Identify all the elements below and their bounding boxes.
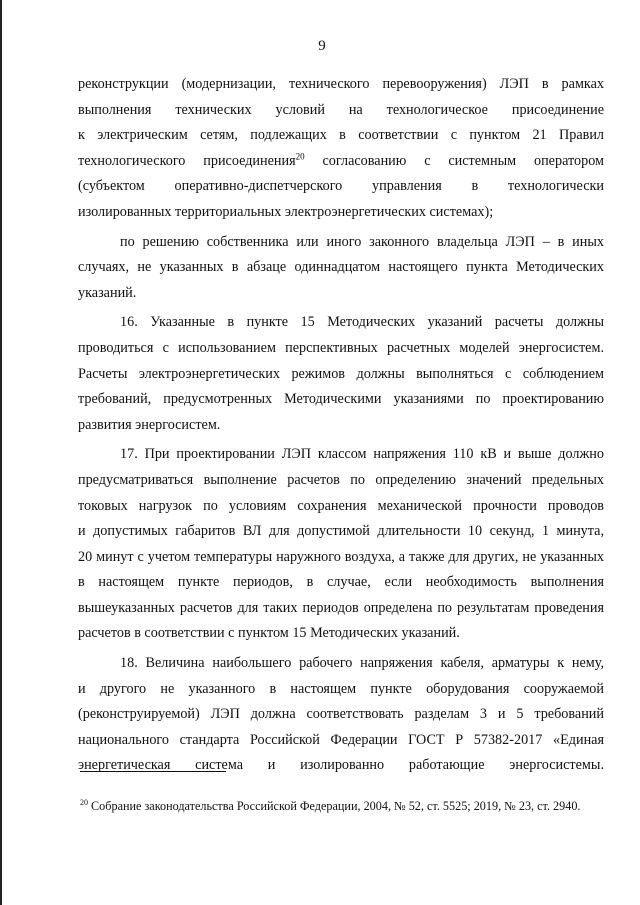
text-line: вышеуказанных расчетов для таких периодов определена по результатам проведения bbox=[78, 599, 604, 616]
paragraph-18 bbox=[78, 651, 604, 779]
text-line-with-footnote bbox=[78, 149, 604, 175]
text-fragment: технологического присоединения bbox=[78, 152, 296, 169]
text-line: указаний. bbox=[78, 284, 137, 301]
text-line: национального стандарта Российской Федерации ГОСТ Р 57382-2017 «Единая bbox=[78, 731, 604, 748]
text-line: случаях, не указанных в абзаце одиннадцатом настоящего пункта Методических bbox=[78, 259, 604, 276]
text-line: (реконструируемой) ЛЭП должна соответствовать разделам 3 и 5 требований bbox=[78, 706, 604, 723]
text-line: предусматриваться выполнение расчетов по определению значений предельных bbox=[78, 471, 604, 488]
text-fragment: согласованию с системным оператором bbox=[322, 152, 605, 169]
paragraph-continuation bbox=[78, 72, 604, 226]
text-line: и другого не указанного в настоящем пункте оборудования сооружаемой bbox=[78, 680, 604, 697]
footnote-number: 20 bbox=[80, 797, 88, 807]
text-line: 16. Указанные в пункте 15 Методических указаний расчеты должны bbox=[120, 314, 604, 331]
footnote-text: Собрание законодательства Российской Федерации, 2004, № 52, ст. 5525; 2019, № 23, ст. 2940. bbox=[91, 799, 581, 813]
paragraph-owner-decision bbox=[78, 230, 604, 307]
text-line: токовых нагрузок по условиям сохранения механической прочности проводов bbox=[78, 497, 604, 514]
footnote bbox=[80, 798, 610, 814]
footnote-reference: 20 bbox=[295, 151, 305, 162]
text-line: изолированных территориальных электроэнергетических системах); bbox=[78, 203, 494, 220]
text-line: 17. При проектировании ЛЭП классом напряжения 110 кВ и выше должно bbox=[120, 446, 604, 463]
paragraph-16 bbox=[78, 310, 604, 438]
paragraph-17 bbox=[78, 442, 604, 647]
text-line: Расчеты электроэнергетических режимов должны выполняться с соблюдением bbox=[78, 365, 604, 382]
text-line: реконструкции (модернизации, технического перевооружения) ЛЭП в рамках bbox=[78, 76, 604, 92]
text-line: энергетическая система и изолированно работающие энергосистемы. bbox=[78, 757, 604, 774]
text-line: по решению собственника или иного законного владельца ЛЭП – в иных bbox=[120, 233, 604, 250]
text-line: развития энергосистем. bbox=[78, 416, 221, 433]
text-line: (субъектом оперативно-диспетчерского управления в технологически bbox=[78, 178, 604, 195]
text-line: требований, предусмотренных Методическими указаниями по проектированию bbox=[78, 391, 604, 408]
text-line: 18. Величина наибольшего рабочего напряжения кабеля, арматуры к нему, bbox=[120, 655, 604, 672]
text-line: и допустимых габаритов ВЛ для допустимой длительности 10 секунд, 1 минута, bbox=[78, 523, 604, 540]
footnote-separator bbox=[80, 771, 226, 772]
page-number: 9 bbox=[318, 38, 326, 54]
document-body bbox=[78, 72, 604, 779]
text-line: в настоящем пункте периодов, в случае, если необходимость выполнения bbox=[78, 574, 604, 591]
text-line: 20 минут с учетом температуры наружного воздуха, а также для других, не указанных bbox=[78, 548, 604, 565]
text-line: к электрическим сетям, подлежащих в соответствии с пунктом 21 Правил bbox=[78, 127, 604, 144]
text-line: проводиться с использованием перспективных расчетных моделей энергосистем. bbox=[78, 339, 604, 356]
text-line: выполнения технических условий на технологическое присоединение bbox=[78, 101, 604, 118]
text-line: расчетов в соответствии с пунктом 15 Методических указаний. bbox=[78, 625, 460, 642]
